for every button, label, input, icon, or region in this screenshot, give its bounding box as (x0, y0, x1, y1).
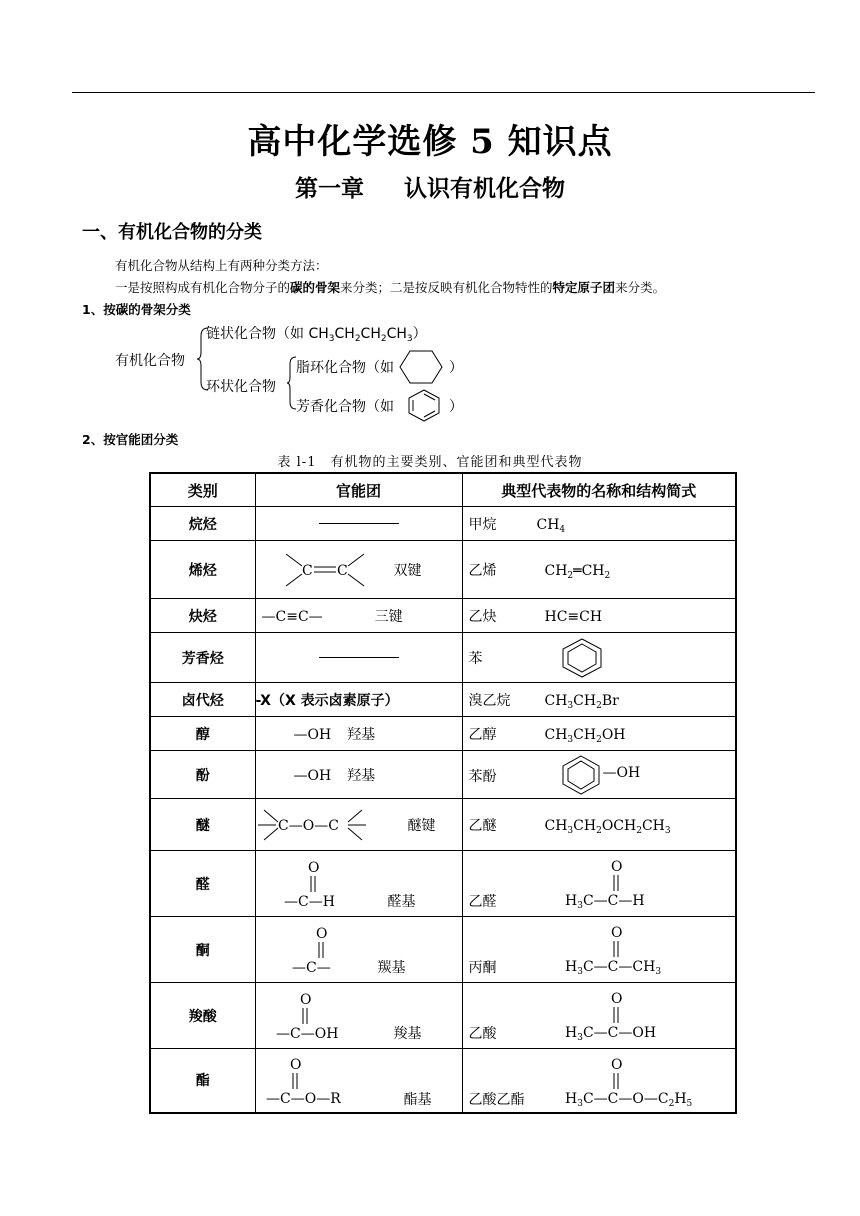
phenol-ring-icon (559, 754, 603, 796)
table-row (150, 917, 736, 983)
table-row (150, 983, 736, 1049)
method-bold1: 碳的骨架 (290, 280, 341, 295)
benzene-icon (406, 388, 442, 422)
tree-chain: 链状化合物（如 $CH_3CH_2CH_2CH_3$） (206, 326, 427, 344)
category-cell: 酯 (150, 1049, 255, 1113)
rep-cell: 苯 (462, 633, 736, 683)
rep-cell: 乙酸乙酯 O $H_3C—C—O—C_2H_5$ (462, 1049, 736, 1113)
rep-cell: 乙醚 $CH_3CH_2OCH_2CH_3$ (462, 799, 736, 851)
tree-aromatic: 芳香化合物（如 (296, 399, 394, 415)
header-functional-group: 官能团 (255, 473, 462, 507)
subheading-skeleton: 1、按碳的骨架分类 (82, 302, 191, 317)
category-cell: 醇 (150, 717, 255, 751)
header-representative: 典型代表物的名称和结构简式 (462, 473, 736, 507)
section-heading: 一、有机化合物的分类 (82, 222, 262, 243)
svg-text:H3C—C—CH3: $H_3C—C—CH_3$ (564, 959, 661, 977)
rep-cell: 溴乙烷 $CH_3CH_2Br$ (462, 683, 736, 717)
alkene-double-bond-icon (256, 542, 463, 598)
category-cell: 烯烃 (150, 541, 255, 599)
svg-text:C: C (301, 562, 313, 579)
method-part3: 来分类。 (615, 280, 666, 295)
rep-cell: 苯酚 —OH (462, 751, 736, 799)
intro-text: 有机化合物从结构上有两种分类方法： (115, 258, 328, 273)
category-cell: 卤代烃 (150, 683, 255, 717)
rep-cell: 丙酮 O $H_3C—C—CH_3$ (462, 917, 736, 983)
table-row (150, 851, 736, 917)
table-row (150, 717, 736, 751)
rep-cell: 乙醛 O $H_3C—C—H$ (462, 851, 736, 917)
rep-cell: 乙烯 $CH_2═CH_2$ (462, 541, 736, 599)
tree-close-2: ） (449, 399, 463, 415)
method-bold2: 特定原子团 (552, 280, 616, 295)
table-row (150, 799, 736, 851)
fg-cell: —OH 羟基 (255, 717, 462, 751)
category-cell: 芳香烃 (150, 633, 255, 683)
svg-text:—C—H: —C—H (283, 893, 335, 910)
fg-cell: O —C—H 醛基 (255, 851, 462, 917)
top-rule (72, 92, 815, 93)
svg-text:O: O (307, 859, 319, 876)
carbonyl-group-icon (256, 918, 463, 982)
svg-text:O: O (315, 925, 327, 942)
chapter-name: 认识有机化合物 (404, 176, 565, 202)
method-text (115, 278, 665, 296)
table-row (150, 541, 736, 599)
table-row (150, 633, 736, 683)
svg-text:—C—: —C— (291, 959, 331, 976)
svg-text:H3C—C—O—C2H5: $H_3C—C—O—C_2H_5$ (564, 1091, 692, 1109)
rep-cell: 乙炔 HC≡CH (462, 599, 736, 633)
category-cell: 羧酸 (150, 983, 255, 1049)
fg-cell: —OH 羟基 (255, 751, 462, 799)
carboxyl-group-icon (256, 984, 463, 1048)
chapter-number: 第一章 (295, 176, 364, 202)
fg-cell: -X（X 表示卤素原子） (255, 683, 462, 717)
svg-text:O: O (299, 991, 311, 1008)
category-cell: 炔烃 (150, 599, 255, 633)
header-category: 类别 (150, 473, 255, 507)
acetone-structure (559, 917, 729, 981)
svg-text:O: O (289, 1057, 301, 1074)
fg-cell: C C 双键 (255, 541, 462, 599)
category-cell: 酚 (150, 751, 255, 799)
tree-ring: 环状化合物 (206, 379, 276, 395)
svg-text:H3C—C—H: $H_3C—C—H$ (564, 893, 645, 911)
tree-root: 有机化合物 (115, 353, 185, 369)
fg-cell: O —C—OH 羧基 (255, 983, 462, 1049)
rep-cell: 甲烷 $CH_4$ (462, 507, 736, 541)
svg-text:—C—OH: —C—OH (275, 1025, 338, 1042)
svg-text:O: O (610, 859, 622, 875)
fg-cell: O —C— 羰基 (255, 917, 462, 983)
acetic-acid-structure (559, 983, 729, 1047)
fg-cell: —C≡C— 三键 (255, 599, 462, 633)
category-cell: 酮 (150, 917, 255, 983)
subheading-functional: 2、按官能团分类 (82, 432, 179, 447)
svg-text:O: O (610, 925, 622, 941)
svg-text:O: O (610, 1057, 622, 1073)
fg-cell: O —C—O—R 酯基 (255, 1049, 462, 1113)
category-cell: 醚 (150, 799, 255, 851)
table-row (150, 1049, 736, 1113)
table-row (150, 599, 736, 633)
functional-group-table (149, 472, 737, 1114)
chapter-title (0, 170, 860, 203)
category-cell: 醛 (150, 851, 255, 917)
cyclohexane-icon (398, 348, 444, 386)
table-caption: 表 l-1 有机物的主要类别、官能团和典型代表物 (277, 455, 583, 470)
table-row (150, 751, 736, 799)
table-header-row (150, 473, 736, 507)
fg-cell (255, 633, 462, 683)
aldehyde-group-icon (256, 852, 463, 916)
rep-cell: 乙醇 $CH_3CH_2OH$ (462, 717, 736, 751)
svg-text:O: O (610, 991, 622, 1007)
svg-text:C—O—C: C—O—C (277, 817, 339, 834)
method-part2: 来分类；二是按反映有机化合物特性的 (340, 280, 553, 295)
svg-text:—C—O—R: —C—O—R (265, 1091, 341, 1108)
ethyl-acetate-structure (559, 1049, 735, 1111)
benzene-icon (559, 637, 605, 679)
fg-cell: C—O—C 醚键 (255, 799, 462, 851)
page-title: 高中化学选修 5 知识点 (247, 122, 613, 162)
fg-cell (255, 507, 462, 541)
table-row (150, 683, 736, 717)
category-cell: 烷烃 (150, 507, 255, 541)
acetaldehyde-structure (559, 851, 729, 915)
method-part1: 一是按照构成有机化合物分子的 (115, 280, 291, 295)
table-row (150, 507, 736, 541)
tree-alicyclic: 脂环化合物（如 (296, 360, 394, 376)
tree-close-1: ） (449, 360, 463, 376)
svg-text:C: C (336, 562, 348, 579)
svg-text:H3C—C—OH: $H_3C—C—OH$ (564, 1025, 656, 1043)
rep-cell: 乙酸 O $H_3C—C—OH$ (462, 983, 736, 1049)
